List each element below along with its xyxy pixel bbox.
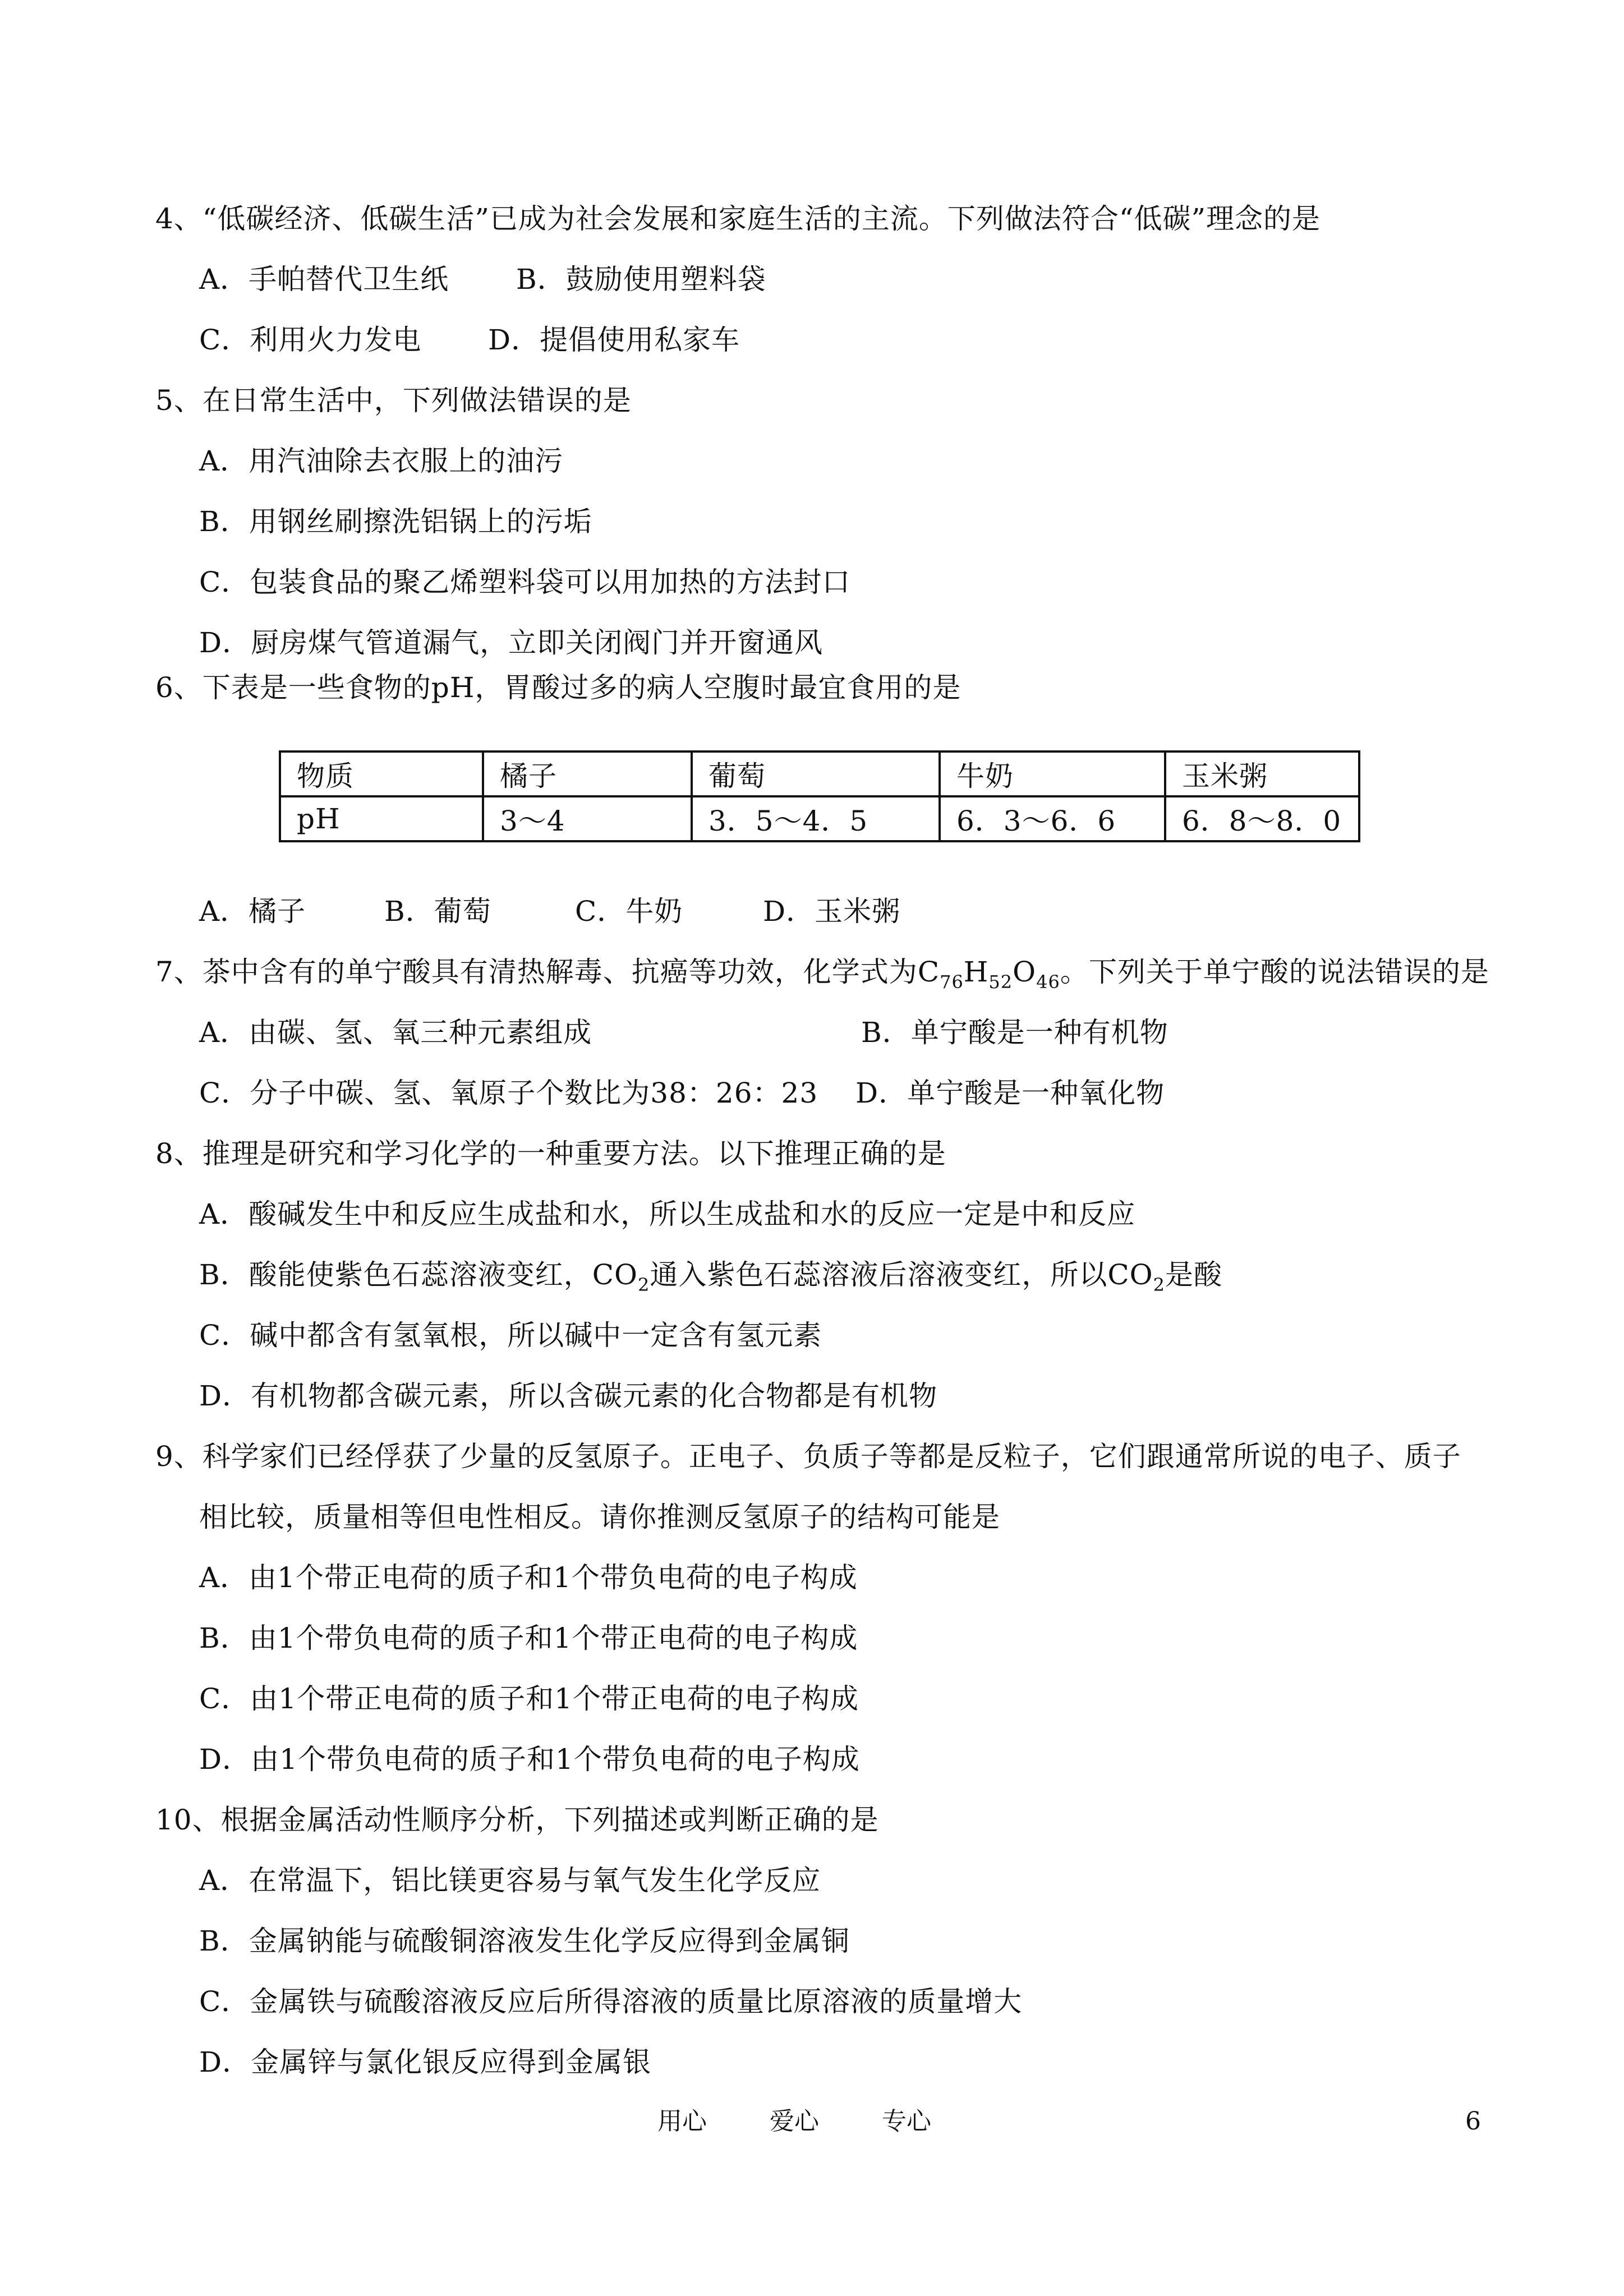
question-9-stem: 9、科学家们已经俘获了少量的反氢原子。正电子、负质子等都是反粒子，它们跟通常所说的电子、质子: [155, 1440, 1461, 1473]
question-5-option-a: A．用汽油除去衣服上的油污: [199, 445, 564, 477]
question-9-option-a: A．由1个带正电荷的质子和1个带负电荷的电子构成: [199, 1561, 858, 1594]
question-4-option-c: C．利用火力发电: [199, 324, 422, 356]
formula-c-subscript: 76: [940, 971, 964, 993]
footer-word-3: 专心: [882, 2107, 931, 2136]
question-8-option-b-text: 是酸: [1165, 1258, 1222, 1291]
ph-table-value-row: [280, 796, 1359, 841]
question-10-option-c: C．金属铁与硫酸溶液反应后所得溶液的质量比原溶液的质量增大: [199, 1985, 1023, 2018]
question-4-option-b: B．鼓励使用塑料袋: [516, 263, 766, 296]
question-7-option-b: B．单宁酸是一种有机物: [861, 1016, 1168, 1049]
question-10-option-b: B．金属钠能与硫酸铜溶液发生化学反应得到金属铜: [199, 1925, 850, 1957]
question-7-stem: [155, 955, 1489, 993]
question-5-stem: 5、在日常生活中，下列做法错误的是: [155, 384, 632, 417]
question-7-option-a: A．由碳、氢、氧三种元素组成: [199, 1016, 592, 1049]
co2-subscript: 2: [1153, 1274, 1165, 1295]
question-8-stem: 8、推理是研究和学习化学的一种重要方法。以下推理正确的是: [155, 1137, 946, 1170]
table-cell: 6．8～8．0: [1165, 796, 1359, 841]
formula-h-subscript: 52: [988, 971, 1013, 993]
formula-c: C: [917, 956, 940, 988]
question-6-option-b: B．葡萄: [384, 895, 491, 928]
ph-table-header-row: [280, 751, 1359, 796]
question-9-option-c: C．由1个带正电荷的质子和1个带正电荷的电子构成: [199, 1682, 859, 1715]
footer-word-2: 爱心: [770, 2107, 819, 2136]
question-6-option-c: C．牛奶: [575, 895, 683, 928]
question-4-option-a: A．手帕替代卫生纸: [199, 263, 449, 296]
table-cell: 物质: [280, 751, 483, 796]
table-cell: 葡萄: [692, 751, 940, 796]
question-5-option-c: C．包装食品的聚乙烯塑料袋可以用加热的方法封口: [199, 566, 851, 598]
question-8-option-d: D．有机物都含碳元素，所以含碳元素的化合物都是有机物: [199, 1380, 938, 1412]
question-7-stem-tail: 。下列关于单宁酸的说法错误的是: [1060, 956, 1489, 988]
formula-h: H: [963, 956, 989, 988]
page-number: 6: [1465, 2107, 1481, 2136]
question-7-stem-text: 7、茶中含有的单宁酸具有清热解毒、抗癌等功效，化学式为: [155, 956, 918, 988]
question-9-option-b: B．由1个带负电荷的质子和1个带正电荷的电子构成: [199, 1622, 858, 1654]
question-4-option-d: D．提倡使用私家车: [488, 324, 740, 356]
table-cell: 3．5～4．5: [692, 796, 940, 841]
question-6-option-d: D．玉米粥: [763, 895, 901, 928]
question-6-stem: 6、下表是一些食物的pH，胃酸过多的病人空腹时最宜食用的是: [155, 671, 961, 704]
table-cell: pH: [280, 796, 483, 841]
formula-o-subscript: 46: [1036, 971, 1060, 993]
question-8-option-b-text: B．酸能使紫色石蕊溶液变红，CO: [199, 1258, 638, 1291]
table-cell: 橘子: [483, 751, 692, 796]
question-8-option-b-text: 通入紫色石蕊溶液后溶液变红，所以CO: [650, 1258, 1153, 1291]
ph-table: [279, 750, 1360, 842]
table-cell: 6．3～6．6: [940, 796, 1165, 841]
question-7-option-d: D．单宁酸是一种氧化物: [855, 1077, 1165, 1109]
co2-subscript: 2: [638, 1274, 650, 1295]
table-cell: 玉米粥: [1165, 751, 1359, 796]
question-9-option-d: D．由1个带负电荷的质子和1个带负电荷的电子构成: [199, 1743, 860, 1776]
table-cell: 牛奶: [940, 751, 1165, 796]
question-5-option-b: B．用钢丝刷擦洗铝锅上的污垢: [199, 505, 592, 538]
question-8-option-a: A．酸碱发生中和反应生成盐和水，所以生成盐和水的反应一定是中和反应: [199, 1198, 1136, 1230]
footer-word-1: 用心: [657, 2107, 707, 2136]
question-10-option-a: A．在常温下，铝比镁更容易与氧气发生化学反应: [199, 1864, 821, 1897]
formula-o: O: [1013, 956, 1037, 988]
question-8-option-c: C．碱中都含有氢氧根，所以碱中一定含有氢元素: [199, 1319, 822, 1352]
question-10-stem: 10、根据金属活动性顺序分析，下列描述或判断正确的是: [155, 1804, 879, 1836]
question-4-stem: 4、“低碳经济、低碳生活”已成为社会发展和家庭生活的主流。下列做法符合“低碳”理念的是: [155, 202, 1321, 235]
question-9-stem-continued: 相比较，质量相等但电性相反。请你推测反氢原子的结构可能是: [199, 1501, 1000, 1533]
table-cell: 3～4: [483, 796, 692, 841]
question-6-option-a: A．橘子: [199, 895, 306, 928]
question-5-option-d: D．厨房煤气管道漏气，立即关闭阀门并开窗通风: [199, 626, 823, 659]
question-7-option-c: C．分子中碳、氢、氧原子个数比为38：26：23: [199, 1077, 818, 1109]
question-10-option-d: D．金属锌与氯化银反应得到金属银: [199, 2046, 652, 2078]
question-8-option-b: [199, 1258, 1222, 1295]
